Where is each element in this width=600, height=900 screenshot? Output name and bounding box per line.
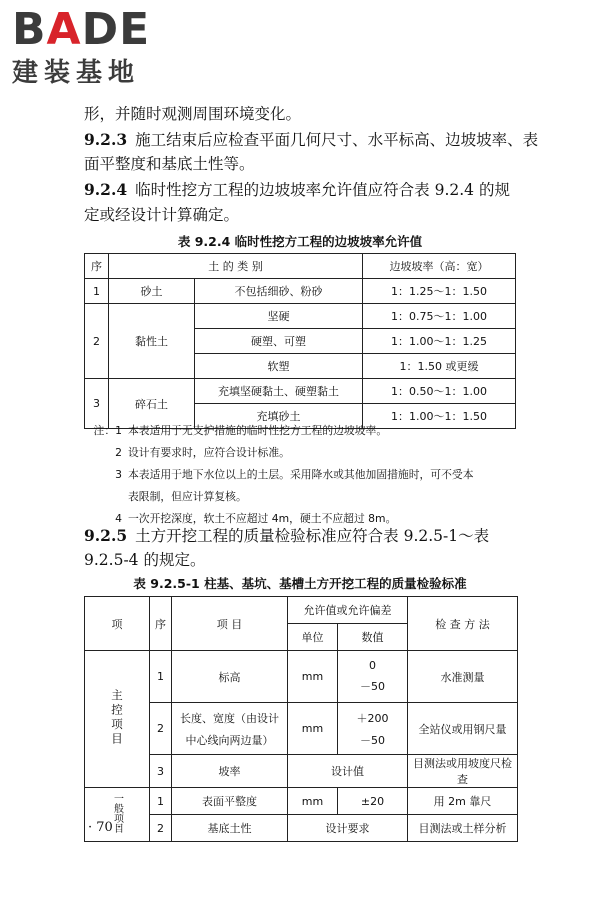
cell: 2 [85,304,109,379]
header-value: 数值 [338,624,408,651]
cell: 目测法或土样分析 [408,815,518,842]
cell: 充填坚硬黏土、硬塑黏土 [195,379,363,404]
cell: 水准测量 [408,651,518,703]
cell: mm [288,703,338,755]
table-caption: 表 9.2.5-1 柱基、基坑、基槽土方开挖工程的质量检验标准 [133,576,467,591]
table-row [85,379,516,404]
cell: 1：0.50～1：1.00 [363,379,516,404]
table-caption: 表 9.2.4 临时性挖方工程的边坡坡率允许值 [177,234,423,249]
cell: 1 [85,279,109,304]
header-soil: 土 的 类 别 [109,254,363,279]
logo-wordmark: BADE [12,4,151,55]
note-item: 2 设计有要求时，应符合设计标准。 [115,446,290,459]
section-9-2-5: 9.2.5 土方开挖工程的质量检验标准应符合表 9.2.5-1～表 [84,526,490,545]
table-row [85,815,518,842]
cell: 黏性土 [109,304,195,379]
table-row [85,703,518,755]
cell: 2 [150,703,172,755]
slope-ratio-table [84,253,516,429]
cell: 软塑 [195,354,363,379]
table-row [85,304,516,329]
cell: ±20 [338,788,408,815]
table-header-row [85,254,516,279]
cell: 1：1.25～1：1.50 [363,279,516,304]
table-row [85,755,518,788]
cell: 3 [85,379,109,429]
paragraph-line: 定或经设计计算确定。 [84,206,240,224]
cell: 2 [150,815,172,842]
header-slope: 边坡坡率（高：宽） [363,254,516,279]
cell: 不包括细砂、粉砂 [195,279,363,304]
note-item: 3 本表适用于地下水位以上的土层。采用降水或其他加固措施时，可不受本 [115,468,474,481]
cell: 长度、宽度（由设计 中心线向两边量） [172,703,288,755]
cell: 设计值 [288,755,408,788]
cell: mm [288,651,338,703]
group-main: 主控项目 [85,651,150,788]
cell: 1：1.00～1：1.50 [363,404,516,429]
header-method: 检 查 方 法 [408,597,518,651]
cell: 用 2m 靠尺 [408,788,518,815]
cell: 表面平整度 [172,788,288,815]
brand-logo [12,6,172,96]
cell: ＋200 －50 [338,703,408,755]
cell: 坡率 [172,755,288,788]
cell: 全站仪或用钢尺量 [408,703,518,755]
cell: 砂土 [109,279,195,304]
header-allowance: 允许值或允许偏差 [288,597,408,624]
cell: 碎石土 [109,379,195,429]
table-header-row [85,597,518,624]
section-9-2-4: 9.2.4 临时性挖方工程的边坡坡率允许值应符合表 9.2.4 的规 [84,180,510,199]
header-name: 项 目 [172,597,288,651]
table-row [85,651,518,703]
header-no: 序 [85,254,109,279]
cell: 设计要求 [288,815,408,842]
quality-inspection-table [84,596,518,842]
cell: 目测法或用坡度尺检查 [408,755,518,788]
cell: 1 [150,651,172,703]
paragraph-line: 面平整度和基底土性等。 [84,155,255,173]
table-row [85,279,516,304]
section-9-2-3: 9.2.3 施工结束后应检查平面几何尺寸、水平标高、边坡坡率、表 [84,130,539,149]
header-no: 序 [150,597,172,651]
cell: 3 [150,755,172,788]
cell: 1 [150,788,172,815]
header-item: 项 [85,597,150,651]
page-number: · 70 · [88,820,122,835]
cell: 1：1.50 或更缓 [363,354,516,379]
group-general: 一般项目 [85,788,150,842]
header-unit: 单位 [288,624,338,651]
note-item: 4 一次开挖深度，软土不应超过 4m，硬土不应超过 8m。 [115,512,397,525]
logo-subtitle: 建装基地 [12,58,141,88]
paragraph-line: 9.2.5-4 的规定。 [84,551,206,569]
cell: 1：1.00～1：1.25 [363,329,516,354]
cell: 充填砂土 [195,404,363,429]
cell: 0 －50 [338,651,408,703]
table-row [85,788,518,815]
table-notes [84,420,524,530]
cell: 硬塑、可塑 [195,329,363,354]
paragraph-line: 形，并随时观测周围环境变化。 [84,105,302,123]
cell: mm [288,788,338,815]
cell: 基底土性 [172,815,288,842]
cell: 坚硬 [195,304,363,329]
cell: 标高 [172,651,288,703]
note-item: 注：1 本表适用于无支护措施的临时性挖方工程的边坡坡率。 [93,424,388,437]
note-item: 表限制，但应计算复核。 [128,490,247,503]
cell: 1：0.75～1：1.00 [363,304,516,329]
